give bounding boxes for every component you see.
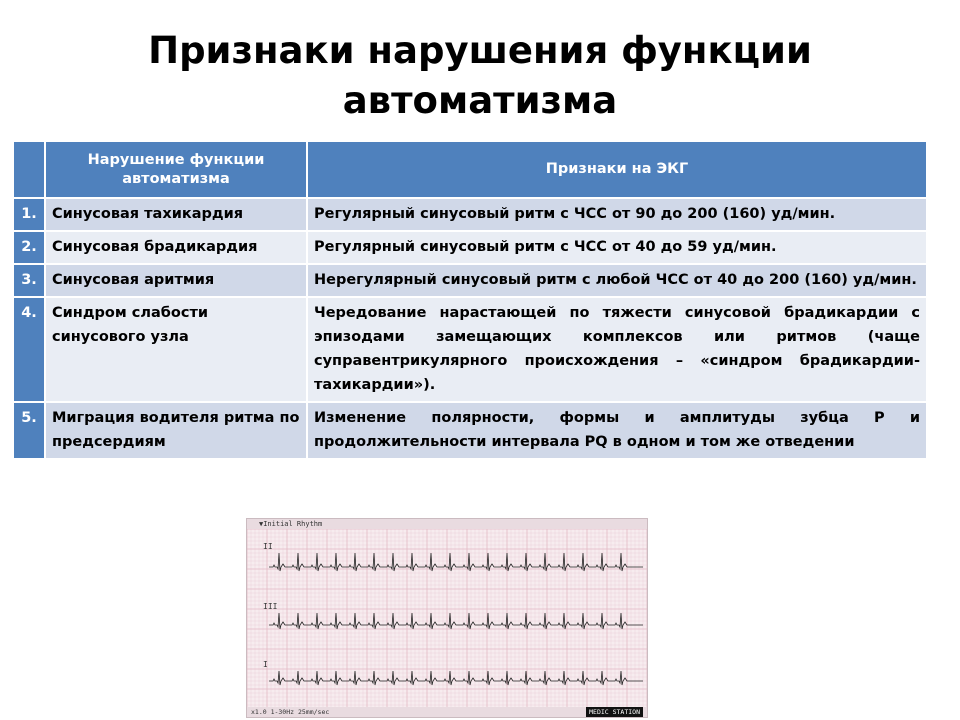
- header-number: [13, 141, 45, 198]
- row-number: 2.: [13, 231, 45, 264]
- ecg-strip-image: [246, 518, 648, 718]
- ecg-grid: [247, 529, 647, 707]
- row-ecg-sign: Регулярный синусовый ритм с ЧСС от 40 до 59 уд/мин.: [307, 231, 927, 264]
- row-ecg-sign: Регулярный синусовый ритм с ЧСС от 90 до 200 (160) уд/мин.: [307, 198, 927, 231]
- ecg-lead-label: II: [263, 542, 273, 551]
- row-number: 5.: [13, 402, 45, 459]
- slide-title-line-2: автоматизма: [342, 79, 618, 122]
- row-disorder: Синдром слабости синусового узла: [45, 297, 307, 402]
- ecg-tracing: [247, 529, 647, 707]
- row-ecg-sign: Чередование нарастающей по тяжести синусовой брадикардии с эпизодами замещающих комплексов или ритмов (чаще суправентрикулярного происхождения – «синдром брадикардии-тахикардии»).: [307, 297, 927, 402]
- automatism-disorders-table: [12, 140, 928, 460]
- ecg-lead-label: I: [263, 660, 268, 669]
- table-row: [13, 402, 927, 459]
- row-disorder: Синусовая аритмия: [45, 264, 307, 297]
- table-row: [13, 198, 927, 231]
- row-number: 1.: [13, 198, 45, 231]
- ecg-strip-footer: [247, 707, 647, 717]
- slide-title-line-1: Признаки нарушения функции: [148, 29, 812, 72]
- ecg-strip-header: [247, 519, 647, 529]
- ecg-footer-settings: x1.0 1-30Hz 25mm/sec: [251, 708, 330, 716]
- row-disorder: Синусовая тахикардия: [45, 198, 307, 231]
- ecg-header-label: ▼Initial Rhythm: [259, 520, 323, 528]
- header-ecg-signs: Признаки на ЭКГ: [307, 141, 927, 198]
- header-disorder: Нарушение функции автоматизма: [45, 141, 307, 198]
- table-row: [13, 264, 927, 297]
- slide-title: [80, 26, 880, 126]
- table-row: [13, 297, 927, 402]
- row-disorder: Синусовая брадикардия: [45, 231, 307, 264]
- row-number: 4.: [13, 297, 45, 402]
- ecg-lead-label: III: [263, 602, 278, 611]
- row-ecg-sign: Изменение полярности, формы и амплитуды зубца P и продолжительности интервала PQ в одном и том же отведении: [307, 402, 927, 459]
- table-row: [13, 231, 927, 264]
- row-ecg-sign: Нерегулярный синусовый ритм с любой ЧСС от 40 до 200 (160) уд/мин.: [307, 264, 927, 297]
- table-header-row: [13, 141, 927, 198]
- row-number: 3.: [13, 264, 45, 297]
- row-disorder: Миграция водителя ритма по предсердиям: [45, 402, 307, 459]
- ecg-footer-device: MEDIC STATION: [586, 707, 643, 717]
